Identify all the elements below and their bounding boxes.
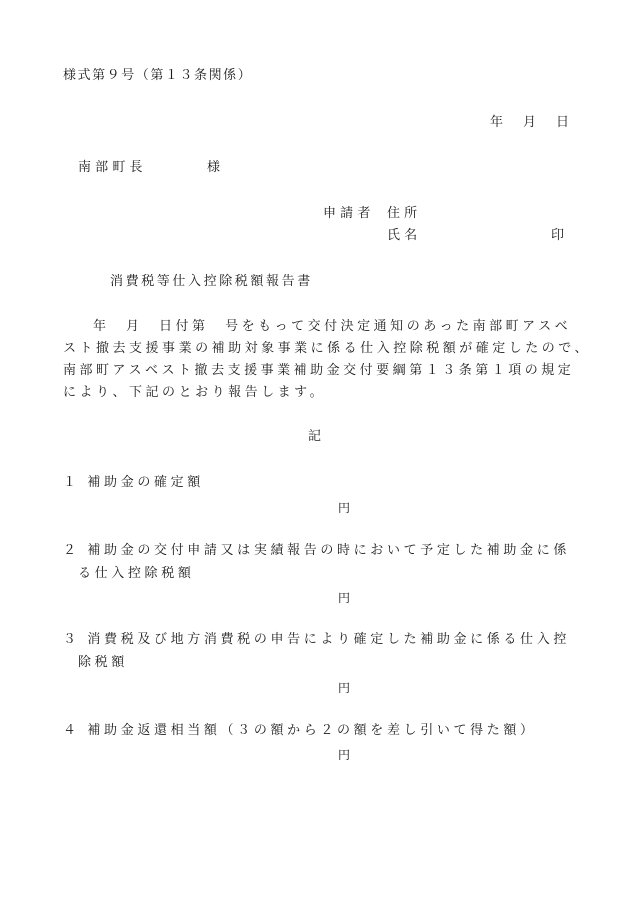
item-1 xyxy=(63,476,204,489)
item-number: ２ xyxy=(63,543,80,558)
item-number: ４ xyxy=(63,723,80,738)
body-line: 年 月 日付第 号をもって交付決定通知のあった南部町アスベ xyxy=(93,319,572,334)
body-line: 南部町アスベスト撤去支援事業補助金交付要綱第１３条第１項の規定 xyxy=(63,363,575,378)
item-text: 補助金の確定額 xyxy=(87,475,204,490)
yen-unit: 円 xyxy=(338,591,351,605)
date-month: 月 xyxy=(523,115,541,130)
item-4 xyxy=(63,724,537,737)
form-number: 様式第９号（第１３条関係） xyxy=(63,68,253,83)
body-paragraph xyxy=(63,316,592,404)
date-year: 年 xyxy=(490,115,508,130)
item-text: 消費税及び地方消費税の申告により確定した補助金に係る仕入控 xyxy=(87,632,570,647)
applicant-name-label: 氏名 xyxy=(387,228,422,243)
addressee-name: 南部町長 xyxy=(78,160,147,175)
seal-mark: 印 xyxy=(551,228,569,243)
document-title: 消費税等仕入控除税額報告書 xyxy=(110,274,313,289)
item-number: ３ xyxy=(63,632,80,647)
item-text: 補助金返還相当額（３の額から２の額を差し引いて得た額） xyxy=(87,723,537,738)
body-line: スト撤去支援事業の補助対象事業に係る仕入控除税額が確定したので、 xyxy=(63,341,592,356)
item-3 xyxy=(63,633,570,646)
yen-unit: 円 xyxy=(338,501,351,515)
applicant-address-label: 住所 xyxy=(387,206,422,221)
item-number: １ xyxy=(63,475,80,490)
item-3-continuation: 除税額 xyxy=(78,655,128,670)
item-2-continuation: る仕入控除税額 xyxy=(78,566,195,581)
yen-unit: 円 xyxy=(338,681,351,695)
date-day: 日 xyxy=(556,115,574,130)
yen-unit: 円 xyxy=(338,748,351,762)
item-2 xyxy=(63,544,570,557)
addressee-honorific: 様 xyxy=(207,160,225,175)
body-line: により、下記のとおり報告します。 xyxy=(63,385,327,400)
item-text: 補助金の交付申請又は実績報告の時において予定した補助金に係 xyxy=(87,543,570,558)
applicant-role: 申請者 xyxy=(323,206,375,221)
ki-mark: 記 xyxy=(308,429,326,444)
